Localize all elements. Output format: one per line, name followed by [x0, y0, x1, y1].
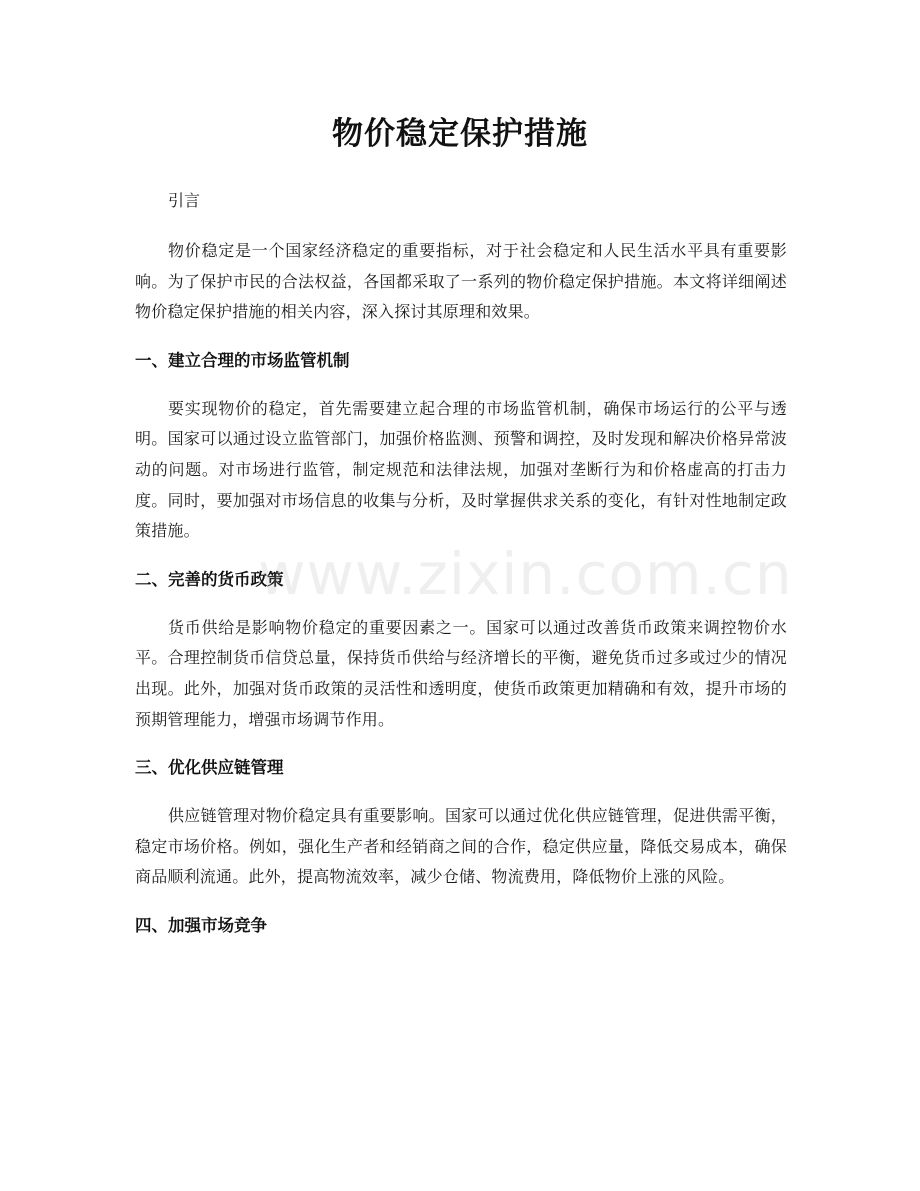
section-paragraph-3: 供应链管理对物价稳定具有重要影响。国家可以通过优化供应链管理，促进供需平衡，稳定市场价格。例如，强化生产者和经销商之间的合作，稳定供应量，降低交易成本，确保商品顺利流通。此外，提高物流效率，减少仓储、物流费用，降低物价上涨的风险。 [135, 806, 787, 887]
section-heading-2: 二、完善的货币政策 [135, 569, 284, 589]
section-heading-1: 一、建立合理的市场监管机制 [135, 350, 350, 370]
section-paragraph-2: 货币供给是影响物价稳定的重要因素之一。国家可以通过改善货币政策来调控物价水平。合理控制货币信贷总量，保持货币供给与经济增长的平衡，避免货币过多或过少的情况出现。此外，加强对货币政策的灵活性和透明度，使货币政策更加精确和有效，提升市场的预期管理能力，增强市场调节作用。 [135, 617, 787, 729]
section-paragraph-1: 要实现物价的稳定，首先需要建立起合理的市场监管机制，确保市场运行的公平与透明。国家可以通过设立监管部门，加强价格监测、预警和调控，及时发现和解决价格异常波动的问题。对市场进行监管，制定规范和法律法规，加强对垄断行为和价格虚高的打击力度。同时，要加强对市场信息的收集与分析，及时掌握供求关系的变化，有针对性地制定政策措施。 [135, 398, 787, 541]
watermark: www.zixin.com.cn [258, 540, 793, 608]
page-title: 物价稳定保护措施 [332, 116, 588, 152]
section-heading-3: 三、优化供应链管理 [135, 758, 284, 778]
intro-paragraph: 物价稳定是一个国家经济稳定的重要指标，对于社会稳定和人民生活水平具有重要影响。为了保护市民的合法权益，各国都采取了一系列的物价稳定保护措施。本文将详细阐述物价稳定保护措施的相关内容，深入探讨其原理和效果。 [135, 241, 787, 322]
intro-label: 引言 [168, 191, 201, 210]
document-body [135, 186, 787, 959]
section-heading-4: 四、加强市场竞争 [135, 915, 267, 935]
